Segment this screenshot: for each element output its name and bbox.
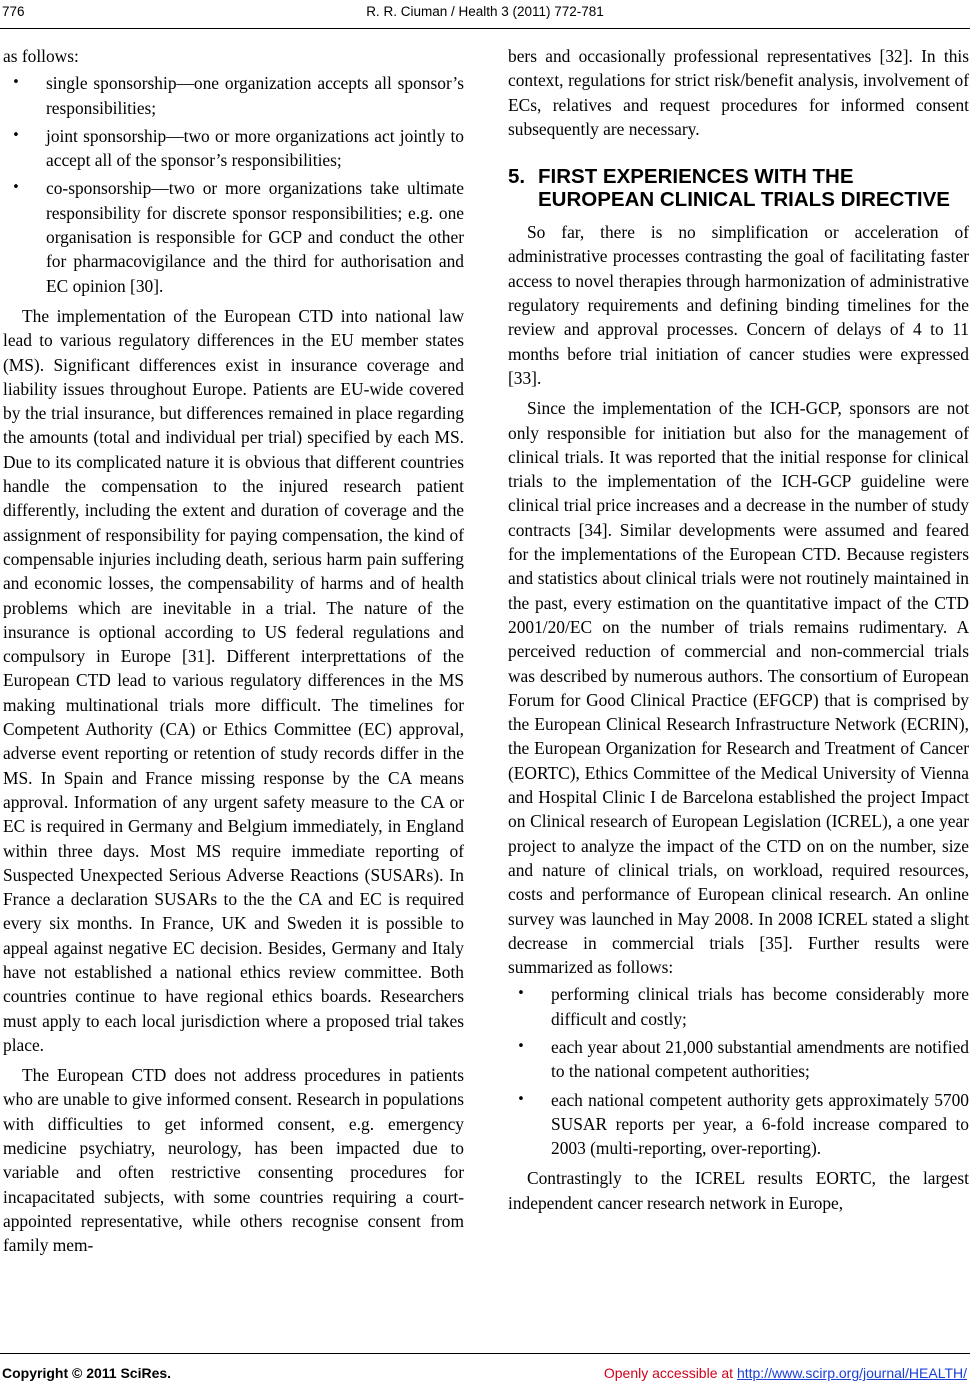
bullet-icon: • <box>12 75 20 91</box>
list-item-text: each year about 21,000 substantial amendments are notified to the national competent authorities; <box>551 1036 969 1082</box>
list-item <box>3 176 464 297</box>
running-header <box>0 4 970 26</box>
running-citation: R. R. Ciuman / Health 3 (2011) 772-781 <box>366 4 604 19</box>
sponsorship-list <box>3 71 464 298</box>
page-footer <box>0 1365 970 1387</box>
bullet-icon: • <box>517 1038 525 1054</box>
list-item-text: single sponsorship—one organization accepts all sponsor’s responsibilities; <box>46 73 464 118</box>
list-item <box>508 1088 969 1161</box>
section-number: 5. <box>508 165 526 189</box>
bullet-icon: • <box>12 180 20 196</box>
list-item-text: each national competent authority gets approximately 5700 SUSAR reports per year, a 6-fold increase compared to 2003 (multi-reporting, over-reporting). <box>551 1089 969 1159</box>
section-title: FIRST EXPERIENCES WITH THE EUROPEAN CLINICAL TRIALS DIRECTIVE <box>538 165 950 212</box>
journal-link[interactable]: http://www.scirp.org/journal/HEALTH/ <box>736 1365 967 1381</box>
bullet-icon: • <box>12 127 20 143</box>
body-paragraph: Since the implementation of the ICH-GCP, sponsors are not only responsible for initiation but also for the management of clinical trials. It was reported that the initial response for clinical trials to the implementation of the ICH-GCP guideline were clinical trial price increases and a decrease in the number of study contracts [34]. Similar developments were assumed and feared for the implementations of the European CTD. Because registers and statistics about clinical trials were not routinely maintained in the past, every estimation on the quantitative impact of the CTD 2001/20/EC on the number of trials remains rudimentary. A perceived reduction of commercial and non-commercial trials was described by numerous authors. The consortium of European Forum for Good Clinical Practice (EFGCP) that is comprised by the European Clinical Research Infrastructure Network (ECRIN), the European Organization for Research and Treatment of Cancer (EORTC), Ethics Committee of the Medical University of Vienna and Hospital Clinic I de Barcelona established the project Impact on Clinical research of European Legislation (ICREL), a one year project to analyze the impact of the CTD on on the number, size and nature of clinical trials, on workload, required resources, costs and performance of European clinical research. An online survey was launched in May 2008. In 2008 ICREL stated a slight decrease in commercial trials [35]. Further results were summarized as follows: <box>508 398 969 978</box>
list-item-text: joint sponsorship―two or more organizations act jointly to accept all of the sponsor’s responsibilities; <box>46 125 464 171</box>
continued-paragraph: bers and occasionally professional representatives [32]. In this context, regulations for strict risk/benefit analysis, involvement of ECs, relatives and request procedures for informed consent subsequently are necessary. <box>508 46 969 139</box>
bullet-icon: • <box>517 1091 525 1107</box>
body-paragraph: Contrastingly to the ICREL results EORTC, the largest independent cancer research network in Europe, <box>508 1168 969 1213</box>
body-paragraph: So far, there is no simplification or acceleration of administrative processes contrasting the goal of facilitating faster access to novel therapies through harmonization of administrative regulatory requirements and defining binding timelines for the review and approval processes. Concern of delays of 4 to 11 months before trial initiation of cancer studies were expressed [33]. <box>508 222 969 388</box>
section-heading <box>508 165 969 211</box>
left-column <box>3 44 464 1258</box>
open-access-notice <box>604 1365 967 1381</box>
bullet-icon: • <box>517 986 525 1002</box>
page-number: 776 <box>2 4 25 19</box>
body-paragraph: The European CTD does not address procedures in patients who are unable to give informed consent. Research in populations with difficulties to get informed consent, e.g. emergency medicine psychiatry, neurology, has been impacted due to variable and often restrictive consenting procedures for incapacitated subjects, with some countries requiring a court-appointed representative, while others recognise consent from family mem- <box>3 1065 464 1256</box>
right-column <box>508 44 969 1215</box>
header-divider <box>0 28 970 29</box>
copyright-notice: Copyright © 2011 SciRes. <box>2 1365 172 1381</box>
list-item <box>508 1035 969 1084</box>
list-item-text: co-sponsorship―two or more organizations take ultimate responsibility for discrete sponsor responsibilities; e.g. one organisation is responsible for GCP and conduct the other for pharmacovigilance and the third for authorisation and EC opinion [30]. <box>46 178 464 296</box>
list-item <box>3 71 464 120</box>
body-paragraph: The implementation of the European CTD into national law lead to various regulatory differences in the EU member states (MS). Significant differences exist in insurance coverage and liability issues throughout Europe. Patients are EU-wide covered by the trial insurance, but differences remained in place regarding the amounts (total and individual per trial) specified by each MS. Due to its complicated nature it is obvious that different countries handle the compensation to the injured research patient differently, including the extent and duration of coverage and the assignment of responsibility for paying compensation, the kind of compensable injuries including death, serious harm pain suffering and economic losses, the compensability of harms and of health problems which are inevitable in a trial. The nature of the insurance is optional according to US federal regulations and compulsory in Europe [31]. Different interprettations of the European CTD lead to various regulatory differences in the MS making multinational trials more difficult. The timelines for Competent Authority (CA) or Ethics Committee (EC) approval, adverse event reporting or retention of study records differ in the MS. In Spain and France missing response by the CA means approval. Information of any urgent safety measure to the CA or EC is required in Germany and Belgium immediately, in England within three days. Most MS require immediate reporting of Suspected Unexpected Serious Adverse Reactions (SUSARs). In France a declaration SUSARs to the the CA and EC is required every six months. In France, UK and Sweden it is possible to appeal against negative EC decision. Besides, Germany and Italy have not established a national ethics review committee. Both countries continue to have regional ethics boards. Researchers must apply to each local jurisdiction where a proposed trial takes place. <box>3 305 464 1055</box>
intro-text: as follows: <box>3 46 79 66</box>
list-item <box>3 124 464 173</box>
icrel-results-list <box>508 982 969 1160</box>
list-item <box>508 982 969 1031</box>
open-access-label: Openly accessible at <box>603 1365 734 1381</box>
footer-divider <box>0 1353 970 1354</box>
list-item-text: performing clinical trials has become considerably more difficult and costly; <box>551 984 969 1029</box>
